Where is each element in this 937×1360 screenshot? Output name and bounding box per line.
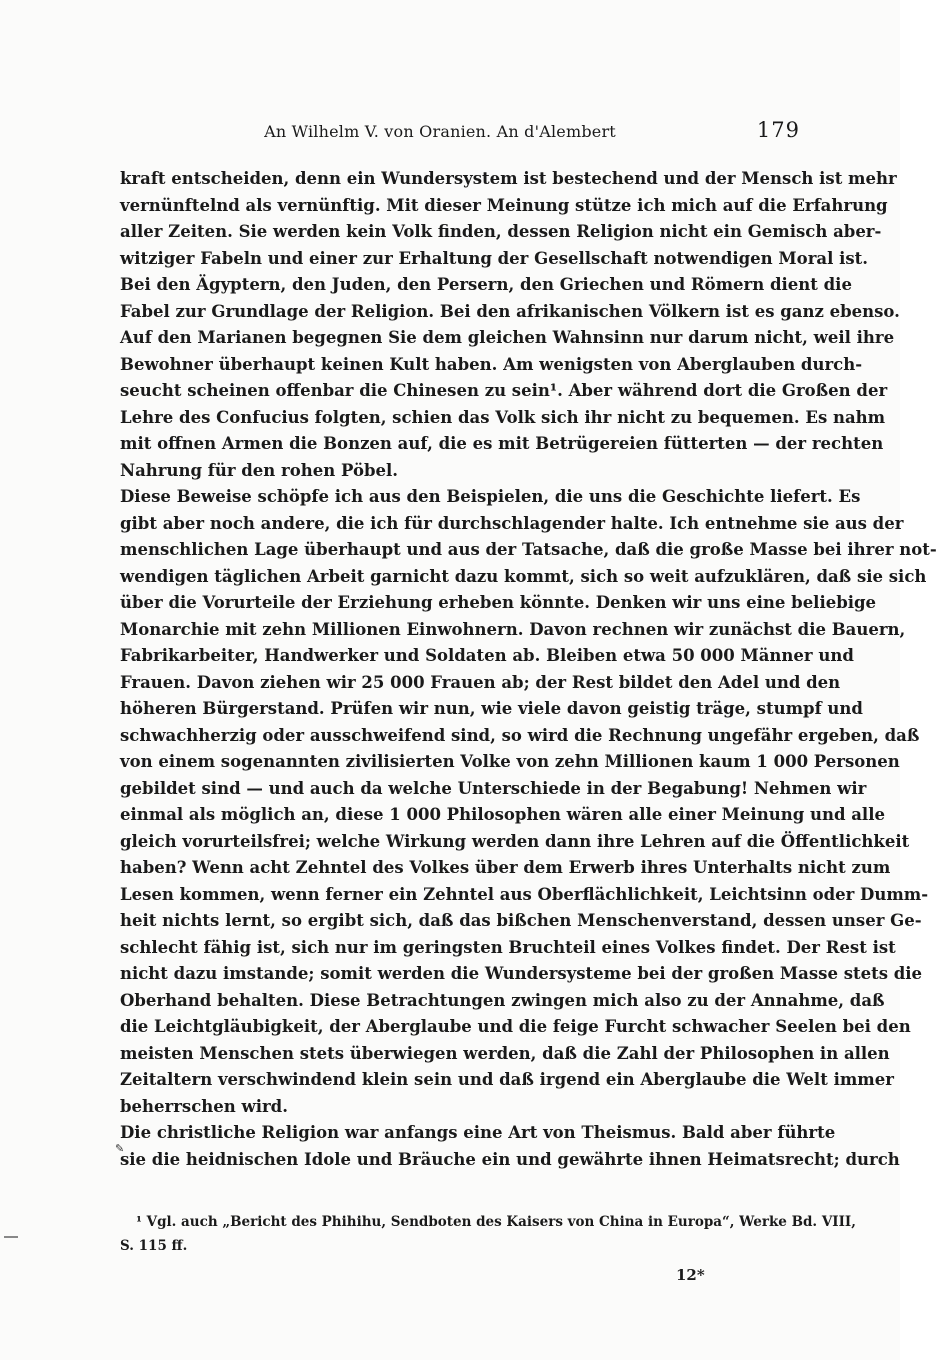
text-line: witziger Fabeln und einer zur Erhaltung der Gesellschaft notwendigen Moral ist. (120, 248, 869, 268)
text-line: haben? Wenn acht Zehntel des Volkes über dem Erwerb ihres Unterhalts nicht zum (120, 858, 891, 877)
signature-mark: 12* (676, 1266, 705, 1284)
running-title: An Wilhelm V. von Oranien. An d'Alembert (264, 122, 616, 141)
text-line: gebildet sind — und auch da welche Unterschiede in der Begabung! Nehmen wir (120, 778, 867, 798)
text-line: schwachherzig oder ausschweifend sind, so wird die Rechnung ungefähr ergeben, daß (120, 725, 920, 745)
text-line: Lehre des Confucius folgten, schien das Volk sich ihr nicht zu bequemen. Es nahm (120, 407, 886, 427)
text-line: die Leichtgläubigkeit, der Aberglaube und die feige Furcht schwacher Seelen bei den (120, 1017, 911, 1036)
footnotes (120, 1210, 856, 1258)
text-line: Die christliche Religion war anfangs eine Art von Theismus. Bald aber führte (120, 1123, 836, 1142)
running-head (120, 118, 800, 146)
margin-mark: ✎ (115, 1142, 125, 1155)
text-line: Bei den Ägyptern, den Juden, den Persern, den Griechen und Römern dient die (120, 275, 852, 294)
text-line: sie die heidnischen Idole und Bräuche ein und gewährte ihnen Heimatsrecht; durch (120, 1149, 900, 1169)
text-line: Fabrikarbeiter, Handwerker und Soldaten ab. Bleiben etwa 50 000 Männer und (120, 646, 854, 665)
text-line: wendigen täglichen Arbeit garnicht dazu kommt, sich so weit aufzuklären, daß sie sich (120, 566, 927, 586)
text-line: Nahrung für den rohen Pöbel. (120, 460, 398, 480)
text-line: mit offnen Armen die Bonzen auf, die es mit Betrügereien fütterten — der rechten (120, 434, 884, 453)
text-line: gleich vorurteilsfrei; welche Wirkung werden dann ihre Lehren auf die Öffentlichkeit (120, 831, 910, 851)
text-line: Monarchie mit zehn Millionen Einwohnern. Davon rechnen wir zunächst die Bauern, (120, 619, 906, 639)
body-text (120, 166, 937, 1173)
text-line: kraft entscheiden, denn ein Wundersystem ist bestechend und der Mensch ist mehr (120, 169, 897, 188)
text-line: menschlichen Lage überhaupt und aus der Tatsache, daß die große Masse bei ihrer not- (120, 540, 937, 559)
text-line: Lesen kommen, wenn ferner ein Zehntel aus Oberflächlichkeit, Leichtsinn oder Dumm- (120, 884, 929, 904)
text-line: Bewohner überhaupt keinen Kult haben. Am wenigsten von Aberglauben durch- (120, 354, 863, 374)
text-line: Zeitaltern verschwindend klein sein und daß irgend ein Aberglaube die Welt immer (120, 1070, 894, 1089)
text-line: höheren Bürgerstand. Prüfen wir nun, wie viele davon geistig träge, stumpf und (120, 699, 863, 718)
text-line: gibt aber noch andere, die ich für durchschlagender halte. Ich entnehme sie aus der (120, 513, 904, 533)
text-line: vernünftelnd als vernünftig. Mit dieser Meinung stütze ich mich auf die Erfahrung (120, 195, 888, 215)
text-line: Auf den Marianen begegnen Sie dem gleichen Wahnsinn nur darum nicht, weil ihre (120, 328, 895, 347)
text-line: aller Zeiten. Sie werden kein Volk finden, dessen Religion nicht ein Gemisch aber- (120, 222, 882, 241)
page-number: 179 (756, 118, 800, 142)
footnote-line: S. 115 ff. (120, 1238, 188, 1254)
text-line: über die Vorurteile der Erziehung erheben könnte. Denken wir uns eine beliebige (120, 593, 877, 612)
text-line: Oberhand behalten. Diese Betrachtungen zwingen mich also zu der Annahme, daß (120, 990, 885, 1010)
text-line: Fabel zur Grundlage der Religion. Bei den afrikanischen Völkern ist es ganz ebenso. (120, 301, 900, 321)
text-line: heit nichts lernt, so ergibt sich, daß das bißchen Menschenverstand, dessen unser Ge- (120, 911, 922, 930)
text-line: Frauen. Davon ziehen wir 25 000 Frauen ab; der Rest bildet den Adel und den (120, 672, 841, 692)
footnote-line: ¹ Vgl. auch „Bericht des Phihihu, Sendboten des Kaisers von China in Europa“, Werke Bd. VIII, (136, 1214, 856, 1230)
text-line: nicht dazu imstande; somit werden die Wundersysteme bei der großen Masse stets die (120, 964, 923, 983)
text-line: beherrschen wird. (120, 1096, 288, 1116)
text-line: meisten Menschen stets überwiegen werden, daß die Zahl der Philosophen in allen (120, 1043, 890, 1063)
text-line: seucht scheinen offenbar die Chinesen zu sein¹. Aber während dort die Großen der (120, 381, 888, 400)
edge-mark (4, 1236, 18, 1238)
text-line: schlecht fähig ist, sich nur im geringsten Bruchteil eines Volkes findet. Der Rest ist (120, 937, 896, 957)
text-line: Diese Beweise schöpfe ich aus den Beispielen, die uns die Geschichte liefert. Es (120, 487, 861, 506)
text-line: von einem sogenannten zivilisierten Volke von zehn Millionen kaum 1 000 Personen (120, 752, 900, 771)
text-line: einmal als möglich an, diese 1 000 Philosophen wären alle einer Meinung und alle (120, 805, 885, 824)
